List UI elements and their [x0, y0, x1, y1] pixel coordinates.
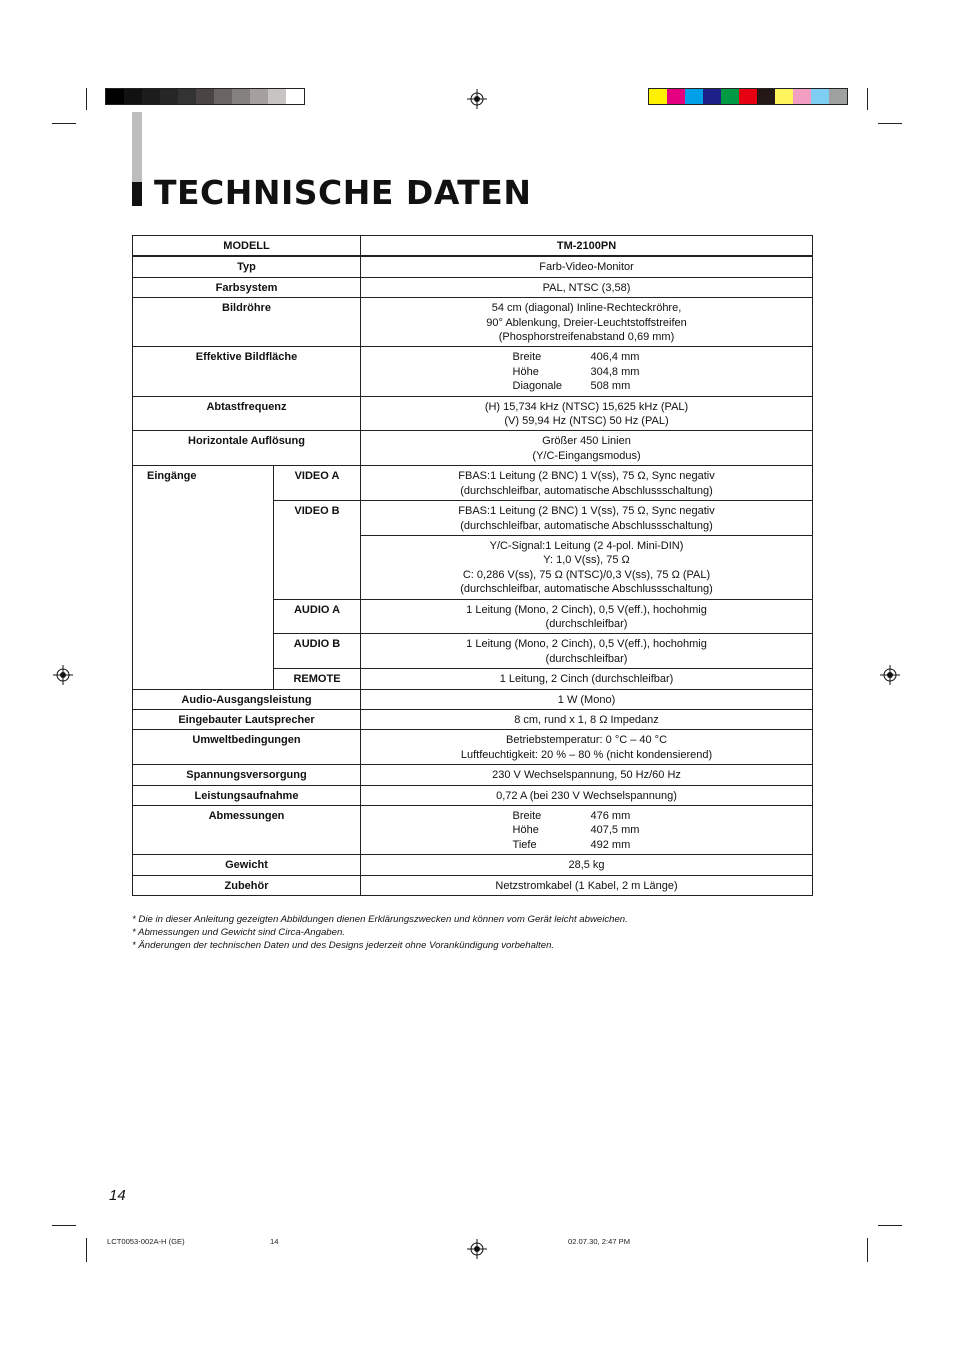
color-swatch — [829, 89, 847, 104]
dimension-key: Höhe — [512, 824, 539, 837]
value-line: Luftfeuchtigkeit: 20 % – 80 % (nicht kondensierend) — [460, 748, 713, 761]
row-value: 1 Leitung, 2 Cinch (durchschleifbar) — [361, 669, 813, 689]
color-swatch — [649, 89, 667, 104]
table-row — [133, 466, 813, 501]
header-model: TM-2100PN — [361, 236, 813, 257]
value-line: 1 Leitung (Mono, 2 Cinch), 0,5 V(eff.), hochohmig — [466, 603, 707, 616]
value-line: 1 Leitung (Mono, 2 Cinch), 0,5 V(eff.), hochohmig — [466, 638, 707, 651]
table-row — [133, 277, 813, 297]
color-swatch — [775, 89, 793, 104]
row-value — [361, 347, 813, 396]
row-value: 1 W (Mono) — [361, 689, 813, 709]
header-label: MODELL — [133, 236, 361, 257]
group-label-eingaenge: Eingänge — [133, 466, 274, 689]
gray-swatch — [178, 89, 196, 104]
table-row — [133, 256, 813, 277]
sub-label: AUDIO B — [274, 634, 361, 669]
color-swatch — [739, 89, 757, 104]
row-value: Netzstromkabel (1 Kabel, 2 m Länge) — [361, 875, 813, 895]
spec-table — [132, 235, 813, 896]
table-row — [133, 347, 813, 396]
value-line: (durchschleifbar) — [545, 617, 628, 630]
sub-label: VIDEO A — [274, 466, 361, 501]
color-swatch — [793, 89, 811, 104]
table-row — [133, 396, 813, 431]
table-row — [133, 765, 813, 785]
row-value: 0,72 A (bei 230 V Wechselspannung) — [361, 785, 813, 805]
sub-label: REMOTE — [274, 669, 361, 689]
dimension-key: Breite — [512, 351, 542, 364]
value-line: Betriebstemperatur: 0 °C – 40 °C — [505, 734, 668, 747]
crop-mark-top-right-h — [878, 123, 902, 124]
row-value: Farb-Video-Monitor — [361, 256, 813, 277]
dimension-key: Tiefe — [512, 838, 537, 851]
row-value — [361, 806, 813, 855]
value-line: FBAS:1 Leitung (2 BNC) 1 V(ss), 75 Ω, Sync negativ — [458, 470, 715, 483]
table-row — [133, 806, 813, 855]
registration-mark-top-icon — [467, 89, 487, 109]
dimension-value: 492 mm — [590, 838, 631, 851]
crop-mark-bottom-right-h — [878, 1225, 902, 1226]
row-value — [361, 634, 813, 669]
row-label: Leistungsaufnahme — [133, 785, 361, 805]
value-line: (Phosphorstreifenabstand 0,69 mm) — [498, 331, 675, 344]
sub-label: VIDEO B — [274, 501, 361, 599]
gray-swatch — [196, 89, 214, 104]
value-line: (durchschleifbar) — [545, 652, 628, 665]
section-side-bar — [132, 112, 142, 182]
table-row — [133, 689, 813, 709]
row-value: 28,5 kg — [361, 855, 813, 875]
row-value: 230 V Wechselspannung, 50 Hz/60 Hz — [361, 765, 813, 785]
table-header-row — [133, 236, 813, 257]
footer-timestamp: 02.07.30, 2:47 PM — [568, 1237, 631, 1246]
gray-swatch — [214, 89, 232, 104]
color-swatch — [685, 89, 703, 104]
row-label: Typ — [133, 256, 361, 277]
table-row — [133, 298, 813, 347]
gray-swatch — [232, 89, 250, 104]
crop-mark-top-left-h — [52, 123, 76, 124]
row-value — [361, 466, 813, 501]
row-label: Abmessungen — [133, 806, 361, 855]
dimension-list — [513, 809, 661, 852]
crop-mark-top-right-v — [867, 88, 868, 110]
dimension-value: 476 mm — [590, 810, 631, 822]
row-label: Abtastfrequenz — [133, 396, 361, 431]
color-calibration-bar — [648, 88, 848, 105]
color-swatch — [703, 89, 721, 104]
title-marker-block — [132, 182, 142, 206]
row-label: Umweltbedingungen — [133, 730, 361, 765]
dimension-value: 406,4 mm — [590, 351, 640, 364]
table-row — [133, 875, 813, 895]
gray-swatch — [250, 89, 268, 104]
footer-doc-id: LCT0053-002A-H (GE) — [107, 1237, 185, 1246]
value-line: Y/C-Signal:1 Leitung (2 4-pol. Mini-DIN) — [489, 539, 684, 552]
value-line: 54 cm (diagonal) Inline-Rechteckröhre, — [491, 302, 682, 315]
gray-swatch — [160, 89, 178, 104]
row-label: Eingebauter Lautsprecher — [133, 709, 361, 729]
gray-swatch — [268, 89, 286, 104]
gray-swatch — [286, 89, 304, 104]
row-label: Gewicht — [133, 855, 361, 875]
row-value — [361, 501, 813, 536]
gray-calibration-bar — [105, 88, 305, 105]
row-label: Farbsystem — [133, 277, 361, 297]
dimension-value: 407,5 mm — [590, 824, 640, 837]
footnotes — [132, 913, 628, 952]
row-value — [361, 396, 813, 431]
registration-mark-right-icon — [880, 665, 900, 685]
registration-mark-left-icon — [53, 665, 73, 685]
table-row — [133, 431, 813, 466]
row-value — [361, 431, 813, 466]
row-value: PAL, NTSC (3,58) — [361, 277, 813, 297]
value-line: (durchschleifbar, automatische Abschlussschaltung) — [460, 484, 713, 497]
gray-swatch — [142, 89, 160, 104]
table-row — [133, 855, 813, 875]
row-value — [361, 730, 813, 765]
crop-mark-bottom-right-v — [867, 1238, 868, 1262]
value-line: Größer 450 Linien — [542, 435, 631, 448]
table-row — [133, 709, 813, 729]
footnote: * Die in dieser Anleitung gezeigten Abbildungen dienen Erklärungszwecken und können vom Gerät leicht abweichen. — [132, 914, 628, 925]
dimension-key: Breite — [512, 810, 542, 822]
footnote: * Änderungen der technischen Daten und des Designs jederzeit ohne Vorankündigung vorbehalten. — [132, 940, 555, 951]
value-line: (Y/C-Eingangsmodus) — [532, 449, 641, 462]
table-row — [133, 785, 813, 805]
gray-swatch — [106, 89, 124, 104]
row-label: Spannungsversorgung — [133, 765, 361, 785]
dimension-key: Diagonale — [512, 380, 563, 393]
row-value — [361, 599, 813, 634]
row-value — [361, 535, 813, 599]
color-swatch — [757, 89, 775, 104]
value-line: 90° Ablenkung, Dreier-Leuchtstoffstreifen — [486, 316, 687, 329]
gray-swatch — [124, 89, 142, 104]
page-title: TECHNISCHE DATEN — [154, 173, 532, 212]
crop-mark-bottom-left-h — [52, 1225, 76, 1226]
sub-label: AUDIO A — [274, 599, 361, 634]
dimension-key: Höhe — [512, 365, 539, 378]
value-line: (durchschleifbar, automatische Abschlussschaltung) — [460, 583, 713, 596]
page-number: 14 — [109, 1187, 126, 1204]
row-value: 8 cm, rund x 1, 8 Ω Impedanz — [361, 709, 813, 729]
color-swatch — [667, 89, 685, 104]
color-swatch — [811, 89, 829, 104]
value-line: (durchschleifbar, automatische Abschlussschaltung) — [460, 519, 713, 532]
row-label: Effektive Bildfläche — [133, 347, 361, 396]
footnote: * Abmessungen und Gewicht sind Circa-Angaben. — [132, 927, 345, 938]
row-label: Audio-Ausgangsleistung — [133, 689, 361, 709]
row-value — [361, 298, 813, 347]
row-label: Horizontale Auflösung — [133, 431, 361, 466]
row-label: Bildröhre — [133, 298, 361, 347]
row-label: Zubehör — [133, 875, 361, 895]
value-line: (V) 59,94 Hz (NTSC) 50 Hz (PAL) — [504, 415, 669, 428]
value-line: FBAS:1 Leitung (2 BNC) 1 V(ss), 75 Ω, Sync negativ — [458, 505, 715, 518]
value-line: Y: 1,0 V(ss), 75 Ω — [543, 554, 630, 567]
footer-page: 14 — [270, 1237, 279, 1246]
dimension-list — [513, 350, 661, 393]
value-line: (H) 15,734 kHz (NTSC) 15,625 kHz (PAL) — [484, 400, 689, 413]
value-line: C: 0,286 V(ss), 75 Ω (NTSC)/0,3 V(ss), 75 Ω (PAL) — [462, 568, 711, 581]
crop-mark-bottom-left-v — [86, 1238, 87, 1262]
crop-mark-top-left-v — [86, 88, 87, 110]
table-row — [133, 730, 813, 765]
dimension-value: 508 mm — [590, 380, 631, 393]
dimension-value: 304,8 mm — [590, 365, 640, 378]
registration-mark-bottom-icon — [467, 1239, 487, 1259]
color-swatch — [721, 89, 739, 104]
